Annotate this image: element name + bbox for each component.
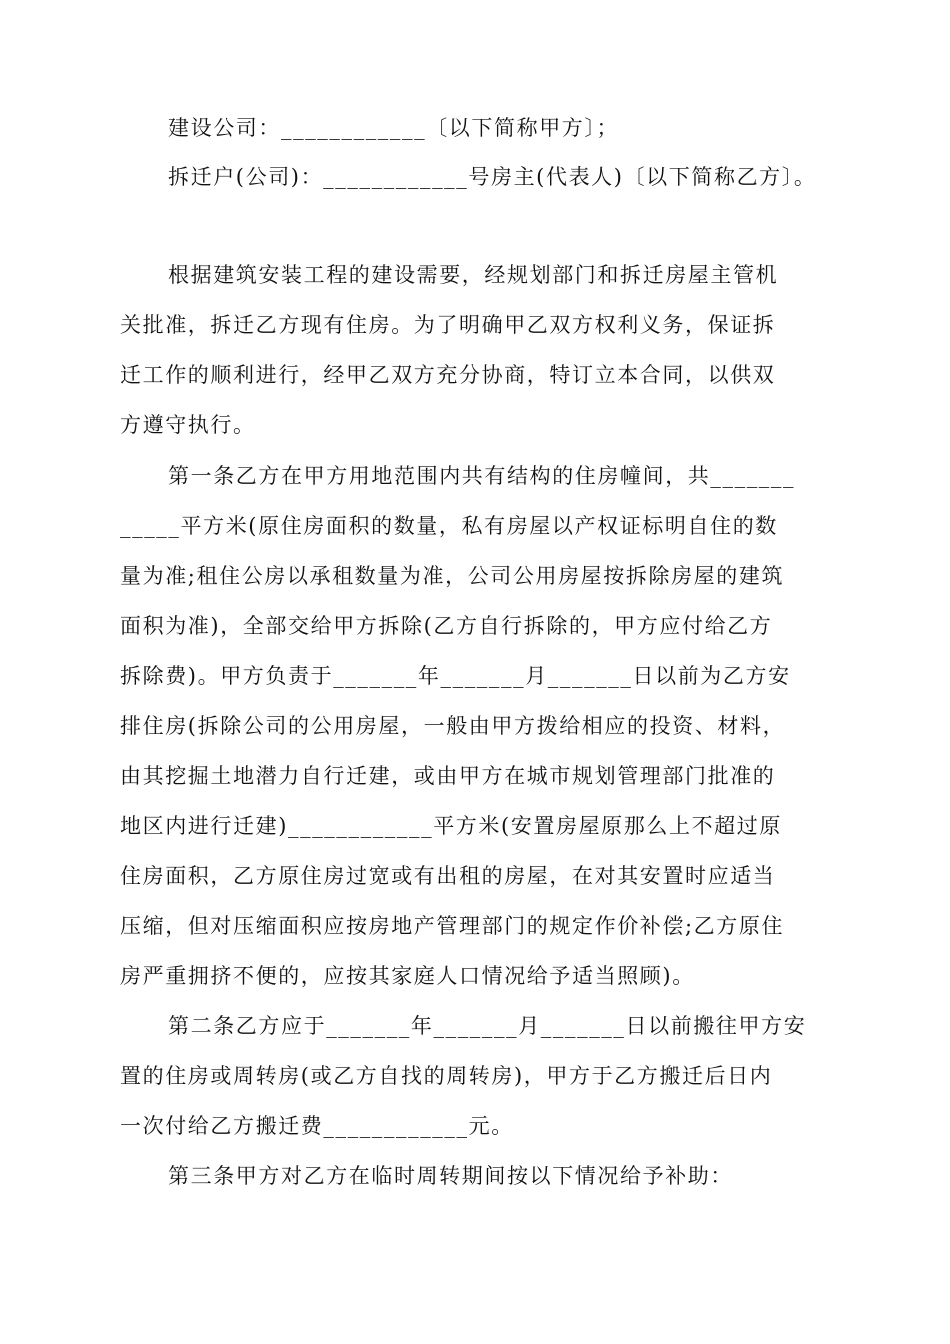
paragraph-line: 拆除费)。甲方负责于_______年_______月_______日以前为乙方安: [120, 664, 791, 688]
paragraph-line: 压缩，但对压缩面积应按房地产管理部门的规定作价补偿;乙方原住: [120, 914, 785, 938]
paragraph-line: 房严重拥挤不便的，应按其家庭人口情况给予适当照顾)。: [120, 964, 695, 988]
party-a-line: 建设公司：____________〔以下简称甲方〕；: [168, 116, 620, 140]
paragraph-line: 根据建筑安装工程的建设需要，经规划部门和拆迁房屋主管机: [168, 263, 779, 287]
paragraph-line: 排住房(拆除公司的公用房屋，一般由甲方拨给相应的投资、材料，: [120, 714, 786, 738]
paragraph-line: 一次付给乙方搬迁费____________元。: [120, 1114, 514, 1138]
paragraph-line: 由其挖掘土地潜力自行迁建，或由甲方在城市规划管理部门批准的: [120, 764, 776, 788]
article-three-line: 第三条甲方对乙方在临时周转期间按以下情况给予补助：: [168, 1164, 733, 1188]
paragraph-line: 地区内进行迁建)____________平方米(安置房屋原那么上不超过原: [120, 814, 782, 838]
paragraph-line: 置的住房或周转房(或乙方自找的周转房)，甲方于乙方搬迁后日内: [120, 1064, 773, 1088]
article-one-line: 第一条乙方在甲方用地范围内共有结构的住房幢间，共_______: [168, 464, 796, 488]
paragraph-line: 迁工作的顺利进行，经甲乙双方充分协商，特订立本合同，以供双: [120, 363, 776, 387]
paragraph-line: 面积为准)，全部交给甲方拆除(乙方自行拆除的，甲方应付给乙方: [120, 614, 773, 638]
paragraph-line: 关批准，拆迁乙方现有住房。为了明确甲乙双方权利义务，保证拆: [120, 313, 776, 337]
article-two-line: 第二条乙方应于_______年_______月_______日以前搬往甲方安: [168, 1014, 807, 1038]
paragraph-line: 住房面积，乙方原住房过宽或有出租的房屋，在对其安置时应适当: [120, 864, 776, 888]
paragraph-line: _____平方米(原住房面积的数量，私有房屋以产权证标明自住的数: [120, 514, 778, 538]
party-b-line: 拆迁户(公司)：____________号房主(代表人)〔以下简称乙方〕。: [168, 165, 817, 189]
paragraph-line: 量为准;租住公房以承租数量为准，公司公用房屋按拆除房屋的建筑: [120, 564, 785, 588]
paragraph-line: 方遵守执行。: [120, 413, 256, 437]
